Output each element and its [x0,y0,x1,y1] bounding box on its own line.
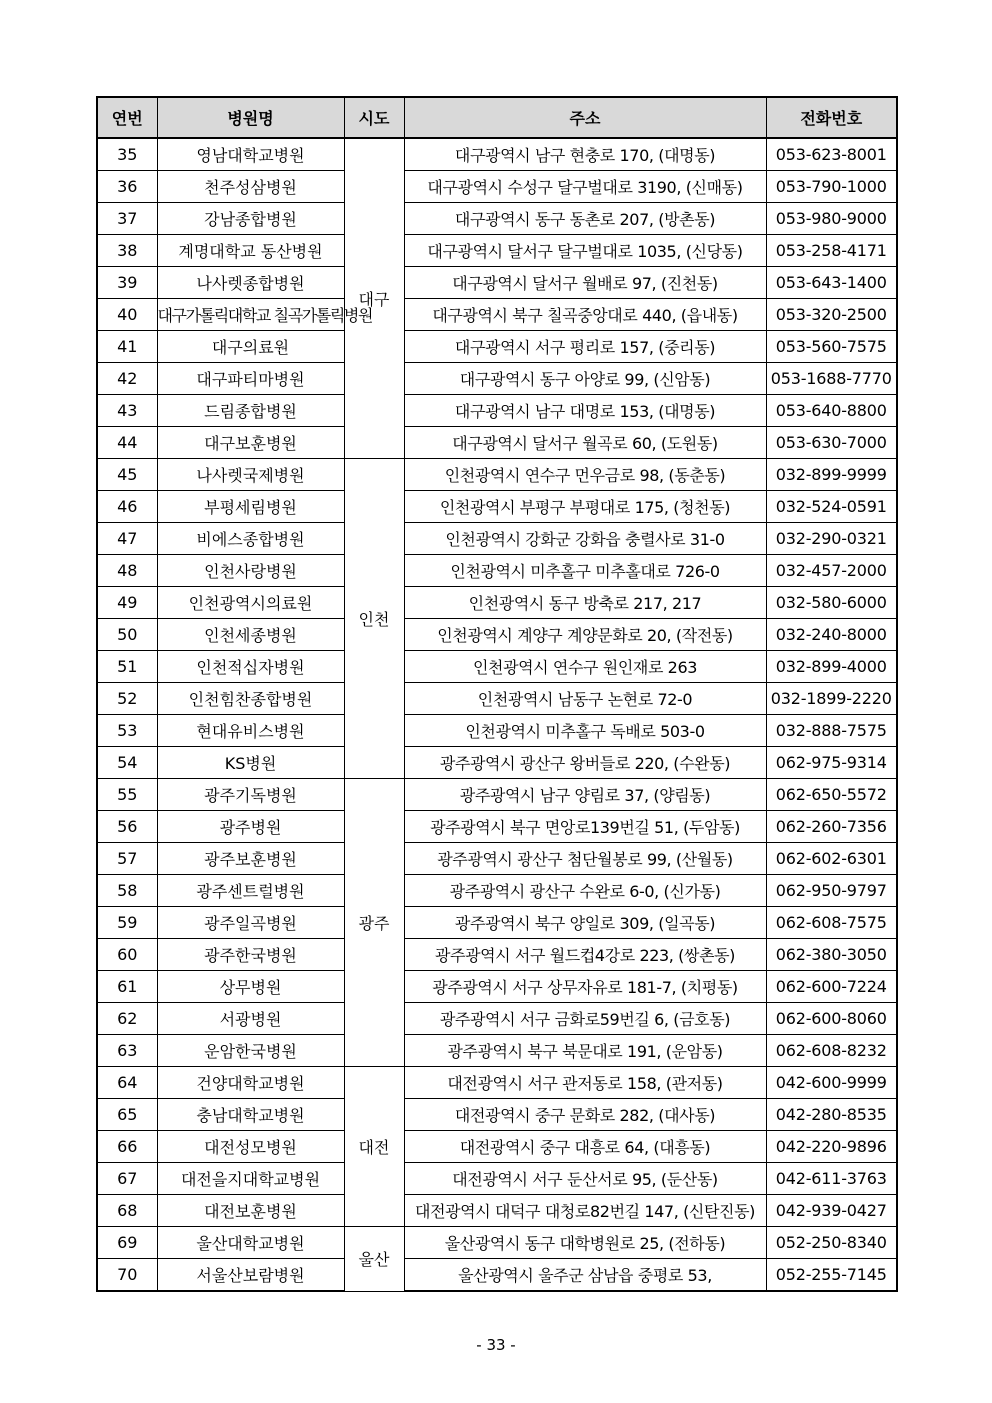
row-number: 60 [97,939,157,971]
row-number: 55 [97,779,157,811]
phone-cell: 062-600-8060 [766,1003,897,1035]
row-number: 56 [97,811,157,843]
phone-cell: 053-320-2500 [766,299,897,331]
row-number: 67 [97,1163,157,1195]
hospital-name: 대전을지대학교병원 [157,1163,344,1195]
region-cell: 광주 [344,779,404,1067]
row-number: 37 [97,203,157,235]
table-row [97,683,897,715]
phone-cell: 042-600-9999 [766,1067,897,1099]
hospital-name: 천주성삼병원 [157,171,344,203]
address-cell: 광주광역시 남구 양림로 37, (양림동) [404,779,766,811]
phone-cell: 032-899-4000 [766,651,897,683]
phone-cell: 032-580-6000 [766,587,897,619]
address-cell: 대전광역시 서구 둔산서로 95, (둔산동) [404,1163,766,1195]
phone-cell: 053-258-4171 [766,235,897,267]
row-number: 52 [97,683,157,715]
address-cell: 대구광역시 서구 평리로 157, (중리동) [404,331,766,363]
phone-cell: 032-1899-2220 [766,683,897,715]
row-number: 51 [97,651,157,683]
hospital-name: 대구가톨릭대학교 칠곡가톨릭병원 [157,299,344,331]
phone-cell: 052-250-8340 [766,1227,897,1259]
address-cell: 대전광역시 대덕구 대청로82번길 147, (신탄진동) [404,1195,766,1227]
header-phone: 전화번호 [766,97,897,138]
row-number: 58 [97,875,157,907]
phone-cell: 042-280-8535 [766,1099,897,1131]
header-row [97,97,897,138]
phone-cell: 032-240-8000 [766,619,897,651]
table-row [97,1035,897,1067]
row-number: 41 [97,331,157,363]
phone-cell: 032-888-7575 [766,715,897,747]
phone-cell: 032-899-9999 [766,459,897,491]
table-row [97,1099,897,1131]
row-number: 40 [97,299,157,331]
address-cell: 인천광역시 강화군 강화읍 충렬사로 31-0 [404,523,766,555]
phone-cell: 062-260-7356 [766,811,897,843]
address-cell: 대구광역시 달서구 월배로 97, (진천동) [404,267,766,299]
phone-cell: 062-380-3050 [766,939,897,971]
address-cell: 대구광역시 남구 현충로 170, (대명동) [404,138,766,171]
hospital-name: 나사렛국제병원 [157,459,344,491]
phone-cell: 062-975-9314 [766,747,897,779]
hospital-name: 광주한국병원 [157,939,344,971]
hospital-name: 서울산보람병원 [157,1259,344,1292]
hospital-name: 대구보훈병원 [157,427,344,459]
address-cell: 대전광역시 중구 대흥로 64, (대흥동) [404,1131,766,1163]
address-cell: 인천광역시 미추홀구 미추홀대로 726-0 [404,555,766,587]
phone-cell: 053-560-7575 [766,331,897,363]
address-cell: 울산광역시 울주군 삼남읍 중평로 53, [404,1259,766,1292]
phone-cell: 032-524-0591 [766,491,897,523]
address-cell: 인천광역시 연수구 먼우금로 98, (동춘동) [404,459,766,491]
header-no: 연번 [97,97,157,138]
table-row [97,619,897,651]
hospital-name: 건양대학교병원 [157,1067,344,1099]
table-row [97,747,897,779]
address-cell: 대구광역시 남구 대명로 153, (대명동) [404,395,766,427]
table-row [97,331,897,363]
row-number: 46 [97,491,157,523]
hospital-name: 광주일곡병원 [157,907,344,939]
phone-cell: 053-980-9000 [766,203,897,235]
hospital-name: 광주보훈병원 [157,843,344,875]
table-row [97,1067,897,1099]
address-cell: 대구광역시 동구 동촌로 207, (방촌동) [404,203,766,235]
address-cell: 인천광역시 연수구 원인재로 263 [404,651,766,683]
row-number: 36 [97,171,157,203]
address-cell: 광주광역시 서구 상무자유로 181-7, (치평동) [404,971,766,1003]
phone-cell: 032-457-2000 [766,555,897,587]
hospital-name: 인천광역시의료원 [157,587,344,619]
address-cell: 인천광역시 동구 방축로 217, 217 [404,587,766,619]
header-name: 병원명 [157,97,344,138]
table-row [97,1163,897,1195]
hospital-name: 충남대학교병원 [157,1099,344,1131]
table-row [97,811,897,843]
row-number: 39 [97,267,157,299]
address-cell: 대구광역시 달서구 월곡로 60, (도원동) [404,427,766,459]
address-cell: 광주광역시 광산구 첨단월봉로 99, (산월동) [404,843,766,875]
row-number: 45 [97,459,157,491]
row-number: 38 [97,235,157,267]
row-number: 68 [97,1195,157,1227]
phone-cell: 032-290-0321 [766,523,897,555]
table-row [97,779,897,811]
phone-cell: 053-1688-7770 [766,363,897,395]
hospital-name: 비에스종합병원 [157,523,344,555]
address-cell: 대구광역시 달서구 달구벌대로 1035, (신당동) [404,235,766,267]
address-cell: 울산광역시 동구 대학병원로 25, (전하동) [404,1227,766,1259]
table-row [97,1131,897,1163]
phone-cell: 053-640-8800 [766,395,897,427]
row-number: 44 [97,427,157,459]
row-number: 64 [97,1067,157,1099]
table-row [97,299,897,331]
hospital-name: 대구파티마병원 [157,363,344,395]
table-row [97,907,897,939]
hospital-name: 인천세종병원 [157,619,344,651]
hospital-name: 인천적십자병원 [157,651,344,683]
table-row [97,138,897,171]
hospital-name: 상무병원 [157,971,344,1003]
table-row [97,939,897,971]
table-row [97,491,897,523]
address-cell: 대전광역시 중구 문화로 282, (대사동) [404,1099,766,1131]
hospital-name: 운암한국병원 [157,1035,344,1067]
address-cell: 광주광역시 광산구 왕버들로 220, (수완동) [404,747,766,779]
hospital-name: 드림종합병원 [157,395,344,427]
hospital-name: 서광병원 [157,1003,344,1035]
table-row [97,971,897,1003]
address-cell: 대구광역시 수성구 달구벌대로 3190, (신매동) [404,171,766,203]
table-row [97,203,897,235]
phone-cell: 062-608-7575 [766,907,897,939]
phone-cell: 053-643-1400 [766,267,897,299]
hospital-name: 울산대학교병원 [157,1227,344,1259]
phone-cell: 042-220-9896 [766,1131,897,1163]
phone-cell: 062-602-6301 [766,843,897,875]
row-number: 50 [97,619,157,651]
address-cell: 대구광역시 동구 아양로 99, (신암동) [404,363,766,395]
hospital-name: 광주센트럴병원 [157,875,344,907]
hospital-name: 인천힘찬종합병원 [157,683,344,715]
row-number: 63 [97,1035,157,1067]
hospital-name: 대전성모병원 [157,1131,344,1163]
row-number: 66 [97,1131,157,1163]
table-row [97,875,897,907]
table-row [97,427,897,459]
table-row [97,267,897,299]
phone-cell: 052-255-7145 [766,1259,897,1292]
page-number: - 33 - [476,1336,516,1354]
row-number: 53 [97,715,157,747]
row-number: 42 [97,363,157,395]
hospital-name: 인천사랑병원 [157,555,344,587]
phone-cell: 053-790-1000 [766,171,897,203]
phone-cell: 042-611-3763 [766,1163,897,1195]
phone-cell: 062-950-9797 [766,875,897,907]
hospital-name: 현대유비스병원 [157,715,344,747]
row-number: 61 [97,971,157,1003]
table-row [97,395,897,427]
row-number: 48 [97,555,157,587]
table-body [97,138,897,1291]
table-row [97,651,897,683]
address-cell: 광주광역시 서구 금화로59번길 6, (금호동) [404,1003,766,1035]
hospital-name: 대구의료원 [157,331,344,363]
table-row [97,555,897,587]
hospital-name: 광주기독병원 [157,779,344,811]
address-cell: 광주광역시 북구 양일로 309, (일곡동) [404,907,766,939]
table-row [97,235,897,267]
hospital-table [96,96,898,1292]
phone-cell: 053-630-7000 [766,427,897,459]
phone-cell: 042-939-0427 [766,1195,897,1227]
header-region: 시도 [344,97,404,138]
row-number: 70 [97,1259,157,1292]
address-cell: 광주광역시 광산구 수완로 6-0, (신가동) [404,875,766,907]
table-row [97,843,897,875]
hospital-name: 영남대학교병원 [157,138,344,171]
table-row [97,1227,897,1259]
region-cell: 대구 [344,138,404,459]
hospital-name: 계명대학교 동산병원 [157,235,344,267]
address-cell: 광주광역시 북구 북문대로 191, (운암동) [404,1035,766,1067]
hospital-name: 부평세림병원 [157,491,344,523]
hospital-name: 강남종합병원 [157,203,344,235]
region-cell: 인천 [344,459,404,779]
row-number: 65 [97,1099,157,1131]
phone-cell: 062-650-5572 [766,779,897,811]
table-row [97,459,897,491]
phone-cell: 053-623-8001 [766,138,897,171]
hospital-name: 대전보훈병원 [157,1195,344,1227]
hospital-name: 광주병원 [157,811,344,843]
hospital-name: 나사렛종합병원 [157,267,344,299]
phone-cell: 062-608-8232 [766,1035,897,1067]
table-row [97,1259,897,1292]
header-address: 주소 [404,97,766,138]
address-cell: 광주광역시 북구 면앙로139번길 51, (두암동) [404,811,766,843]
address-cell: 대전광역시 서구 관저동로 158, (관저동) [404,1067,766,1099]
row-number: 59 [97,907,157,939]
row-number: 69 [97,1227,157,1259]
hospital-name: KS병원 [157,747,344,779]
row-number: 35 [97,138,157,171]
row-number: 54 [97,747,157,779]
phone-cell: 062-600-7224 [766,971,897,1003]
table-row [97,1003,897,1035]
table-row [97,171,897,203]
address-cell: 인천광역시 계양구 계양문화로 20, (작전동) [404,619,766,651]
region-cell: 대전 [344,1067,404,1227]
table-row [97,1195,897,1227]
address-cell: 대구광역시 북구 칠곡중앙대로 440, (읍내동) [404,299,766,331]
table-row [97,715,897,747]
row-number: 47 [97,523,157,555]
row-number: 62 [97,1003,157,1035]
row-number: 57 [97,843,157,875]
table-row [97,363,897,395]
address-cell: 인천광역시 미추홀구 독배로 503-0 [404,715,766,747]
row-number: 49 [97,587,157,619]
table-row [97,523,897,555]
address-cell: 인천광역시 남동구 논현로 72-0 [404,683,766,715]
address-cell: 광주광역시 서구 월드컵4강로 223, (쌍촌동) [404,939,766,971]
table-row [97,587,897,619]
row-number: 43 [97,395,157,427]
region-cell: 울산 [344,1227,404,1292]
address-cell: 인천광역시 부평구 부평대로 175, (청천동) [404,491,766,523]
